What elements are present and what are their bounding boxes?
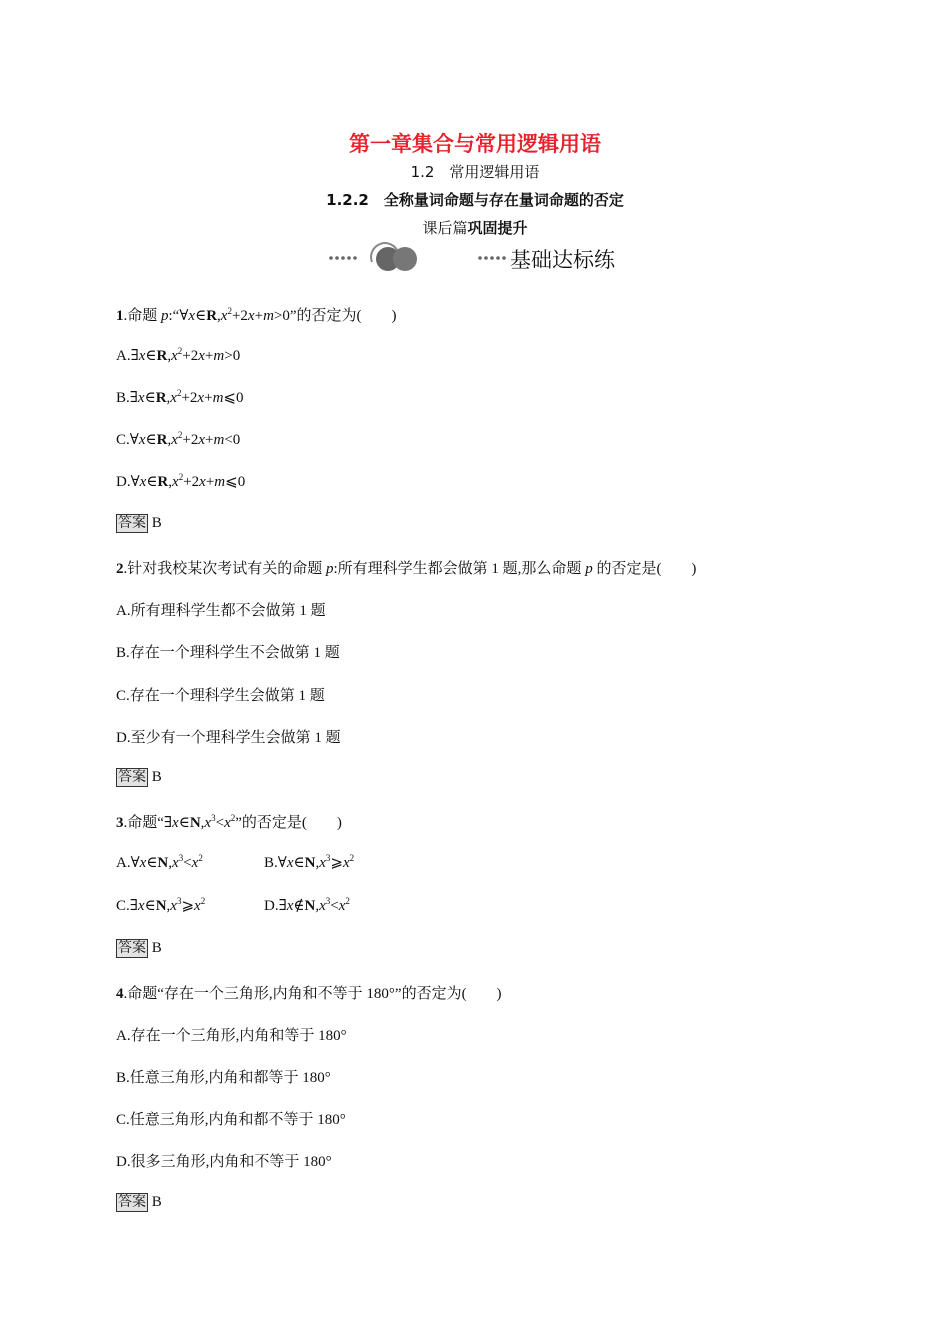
answer-label: 答案 (118, 940, 146, 956)
after-class-heading (0, 217, 950, 238)
question-1-option-a: $A.\exists x\in R,x^2+2x+m>0$ (116, 346, 241, 364)
answer-value: B (151, 769, 162, 785)
after-class-bold: 巩固提升 (467, 219, 528, 237)
question-2-option-c: C.存在一个理科学生会做第 1 题 (116, 688, 325, 704)
question-4-option-a: A.存在一个三角形,内角和等于 180° (116, 1028, 347, 1044)
question-3-option-d: $D.\exists x\notin N,x^3<x^2$ (264, 896, 350, 914)
question-1-answer (116, 514, 162, 533)
after-class-prefix: 课后篇 (422, 219, 468, 237)
question-3-answer (116, 939, 162, 958)
question-3-stem: 3.命题“$\exists x\in N,x^3<x^2$”的否定是( ) (116, 813, 342, 831)
question-1-stem: 1.命题 $p:“\forall x\in R,x^2+2x+m>0$”的否定为( ) (116, 306, 397, 324)
question-1-option-c: $C.\forall x\in R,x^2+2x+m<0$ (116, 430, 241, 448)
question-2-stem: 2.针对我校某次考试有关的命题 p:所有理科学生都会做第 1 题,那么命题 p 的否定是( ) (116, 561, 697, 577)
section-title: 1.2 常用逻辑用语 (410, 163, 540, 181)
question-3-number: 3 (116, 815, 124, 831)
answer-value: B (151, 940, 162, 956)
question-2-option-a: A.所有理科学生都不会做第 1 题 (116, 603, 326, 619)
banner-label: 基础达标练 (510, 248, 615, 272)
question-2-number: 2 (116, 561, 124, 577)
question-4-option-d: D.很多三角形,内角和不等于 180° (116, 1154, 332, 1170)
question-3-option-b: $B.\forall x\in N,x^3⩾x^2$ (264, 853, 355, 871)
question-1-number: 1 (116, 308, 124, 324)
question-2-answer (116, 768, 162, 787)
answer-value: B (151, 515, 162, 531)
question-4-number: 4 (116, 986, 124, 1002)
question-4-option-b: B.任意三角形,内角和都等于 180° (116, 1070, 331, 1086)
chapter-title: 第一章集合与常用逻辑用语 (349, 132, 601, 156)
banner-decoration-icon (328, 240, 508, 274)
question-3-option-a: $A.\forall x\in N,x^3<x^2$ (116, 853, 203, 871)
answer-label: 答案 (118, 769, 146, 785)
question-2-option-d: D.至少有一个理科学生会做第 1 题 (116, 730, 341, 746)
question-4-option-c: C.任意三角形,内角和都不等于 180° (116, 1112, 346, 1128)
section-banner (328, 240, 648, 274)
answer-label: 答案 (118, 515, 146, 531)
question-1-option-b: $B.\exists x\in R,x^2+2x+m⩽0$ (116, 388, 244, 406)
answer-value: B (151, 1194, 162, 1210)
question-2-option-b: B.存在一个理科学生不会做第 1 题 (116, 645, 340, 661)
question-4-stem: 4.命题“存在一个三角形,内角和不等于 180°”的否定为( ) (116, 986, 502, 1002)
question-4-answer (116, 1193, 162, 1212)
answer-label: 答案 (118, 1194, 146, 1210)
question-1-option-d: $D.\forall x\in R,x^2+2x+m⩽0$ (116, 472, 246, 490)
question-3-option-c: $C.\exists x\in N,x^3⩾x^2$ (116, 896, 206, 914)
subsection-title: 1.2.2 全称量词命题与存在量词命题的否定 (326, 191, 624, 209)
